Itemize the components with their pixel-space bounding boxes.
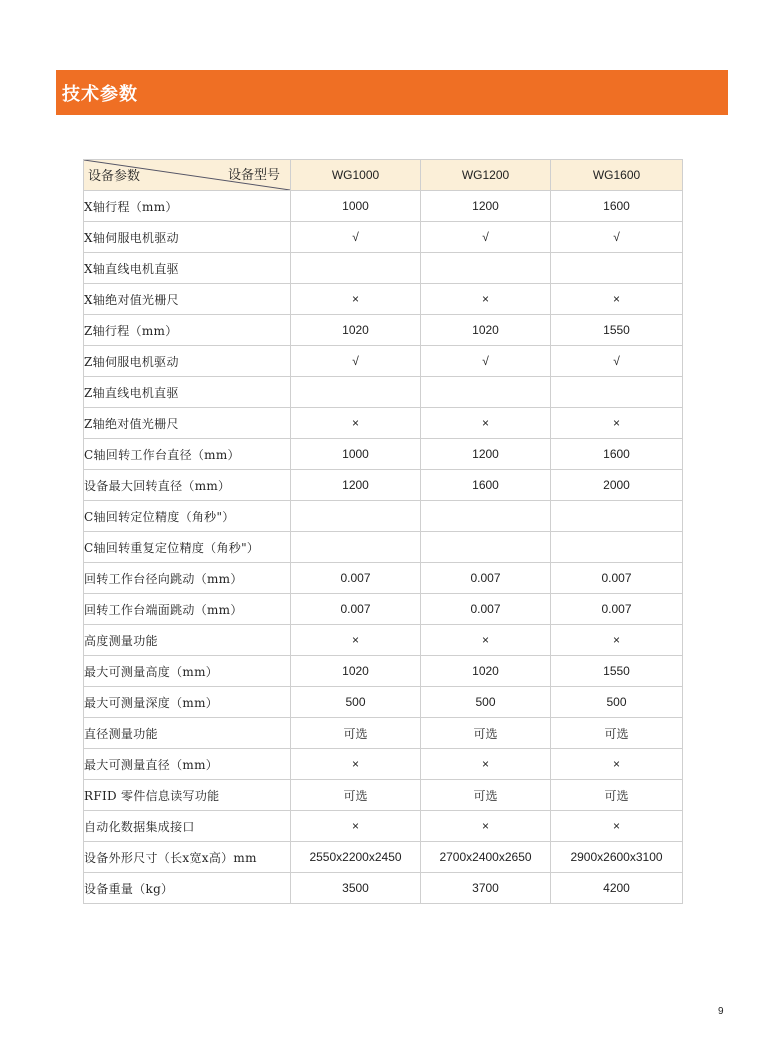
param-value: √ — [421, 222, 551, 253]
param-value — [421, 532, 551, 563]
section-title: 技术参数 — [62, 83, 138, 105]
param-value: × — [291, 811, 421, 842]
param-value: √ — [551, 346, 683, 377]
param-value: √ — [291, 222, 421, 253]
param-label: C轴回转重复定位精度（角秒"） — [84, 532, 291, 563]
page-number: 9 — [718, 1006, 724, 1017]
param-value: × — [551, 811, 683, 842]
param-value — [551, 532, 683, 563]
param-value: √ — [291, 346, 421, 377]
table-row — [84, 284, 683, 315]
param-value: 可选 — [551, 780, 683, 811]
param-value: 1200 — [421, 439, 551, 470]
param-label: X轴直线电机直驱 — [84, 253, 291, 284]
param-label: 最大可测量直径（mm） — [84, 749, 291, 780]
param-value: 500 — [291, 687, 421, 718]
table-row — [84, 501, 683, 532]
param-value: 1020 — [291, 315, 421, 346]
model-header-wg1600: WG1600 — [551, 160, 683, 191]
param-value: × — [291, 284, 421, 315]
param-value — [291, 253, 421, 284]
param-label: 自动化数据集成接口 — [84, 811, 291, 842]
param-value: 可选 — [291, 780, 421, 811]
table-row — [84, 315, 683, 346]
param-label: 高度测量功能 — [84, 625, 291, 656]
table-row — [84, 191, 683, 222]
param-label: 最大可测量深度（mm） — [84, 687, 291, 718]
param-value: 1600 — [551, 439, 683, 470]
param-label: 直径测量功能 — [84, 718, 291, 749]
param-value: × — [551, 284, 683, 315]
param-value: 500 — [551, 687, 683, 718]
table-row — [84, 718, 683, 749]
header-corner-cell — [84, 160, 291, 191]
table-row — [84, 842, 683, 873]
table-row — [84, 253, 683, 284]
table-row — [84, 873, 683, 904]
table-row — [84, 656, 683, 687]
param-value — [421, 253, 551, 284]
param-value: 可选 — [421, 718, 551, 749]
table-row — [84, 594, 683, 625]
param-label: Z轴伺服电机驱动 — [84, 346, 291, 377]
param-value: 1200 — [291, 470, 421, 501]
table-row — [84, 811, 683, 842]
param-value: × — [421, 408, 551, 439]
param-value: 1600 — [421, 470, 551, 501]
param-value: × — [421, 625, 551, 656]
table-row — [84, 346, 683, 377]
table-row — [84, 687, 683, 718]
table-row — [84, 377, 683, 408]
param-value — [291, 501, 421, 532]
param-value — [291, 377, 421, 408]
param-value: 0.007 — [291, 594, 421, 625]
table-row — [84, 625, 683, 656]
param-value: × — [291, 408, 421, 439]
param-value: 1020 — [421, 656, 551, 687]
table-row — [84, 439, 683, 470]
param-value — [421, 377, 551, 408]
table-row — [84, 563, 683, 594]
spec-table — [83, 159, 683, 904]
table-row — [84, 408, 683, 439]
param-value: × — [291, 749, 421, 780]
param-label: 设备重量（kg） — [84, 873, 291, 904]
param-value: 1020 — [291, 656, 421, 687]
param-value — [551, 501, 683, 532]
param-value: × — [421, 811, 551, 842]
param-value: 500 — [421, 687, 551, 718]
param-label: 设备外形尺寸（长x宽x高）mm — [84, 842, 291, 873]
param-value: × — [291, 625, 421, 656]
param-value: √ — [421, 346, 551, 377]
header-param-label: 设备参数 — [88, 169, 141, 184]
param-label: C轴回转工作台直径（mm） — [84, 439, 291, 470]
param-value: 3700 — [421, 873, 551, 904]
param-value — [291, 532, 421, 563]
header-model-label: 设备型号 — [227, 168, 280, 183]
param-value: × — [421, 749, 551, 780]
param-value: 可选 — [291, 718, 421, 749]
param-value: 4200 — [551, 873, 683, 904]
param-value: 2550x2200x2450 — [291, 842, 421, 873]
param-value: 1550 — [551, 656, 683, 687]
param-value — [551, 377, 683, 408]
param-label: Z轴绝对值光栅尺 — [84, 408, 291, 439]
table-row — [84, 222, 683, 253]
param-label: Z轴直线电机直驱 — [84, 377, 291, 408]
table-row — [84, 470, 683, 501]
param-label: C轴回转定位精度（角秒"） — [84, 501, 291, 532]
param-label: 设备最大回转直径（mm） — [84, 470, 291, 501]
param-value: 0.007 — [421, 594, 551, 625]
param-value: 0.007 — [551, 563, 683, 594]
param-value: 2700x2400x2650 — [421, 842, 551, 873]
param-value: 可选 — [551, 718, 683, 749]
param-label: RFID 零件信息读写功能 — [84, 780, 291, 811]
table-row — [84, 749, 683, 780]
param-value: 1020 — [421, 315, 551, 346]
param-value: 1000 — [291, 439, 421, 470]
param-value: 2000 — [551, 470, 683, 501]
param-value: 1000 — [291, 191, 421, 222]
param-value: 1550 — [551, 315, 683, 346]
table-row — [84, 532, 683, 563]
param-value — [421, 501, 551, 532]
param-value — [551, 253, 683, 284]
param-value: 3500 — [291, 873, 421, 904]
param-label: Z轴行程（mm） — [84, 315, 291, 346]
param-value: × — [551, 408, 683, 439]
param-value: × — [421, 284, 551, 315]
param-label: X轴绝对值光栅尺 — [84, 284, 291, 315]
param-value: √ — [551, 222, 683, 253]
param-label: X轴伺服电机驱动 — [84, 222, 291, 253]
section-title-banner — [56, 70, 728, 115]
param-value: × — [551, 749, 683, 780]
param-label: 最大可测量高度（mm） — [84, 656, 291, 687]
param-value: 可选 — [421, 780, 551, 811]
param-value: 2900x2600x3100 — [551, 842, 683, 873]
table-header-row — [84, 160, 683, 191]
model-header-wg1200: WG1200 — [421, 160, 551, 191]
param-label: 回转工作台径向跳动（mm） — [84, 563, 291, 594]
param-label: 回转工作台端面跳动（mm） — [84, 594, 291, 625]
param-value: 1200 — [421, 191, 551, 222]
param-value: 1600 — [551, 191, 683, 222]
param-value: × — [551, 625, 683, 656]
table-row — [84, 780, 683, 811]
model-header-wg1000: WG1000 — [291, 160, 421, 191]
param-value: 0.007 — [421, 563, 551, 594]
param-value: 0.007 — [291, 563, 421, 594]
param-value: 0.007 — [551, 594, 683, 625]
param-label: X轴行程（mm） — [84, 191, 291, 222]
